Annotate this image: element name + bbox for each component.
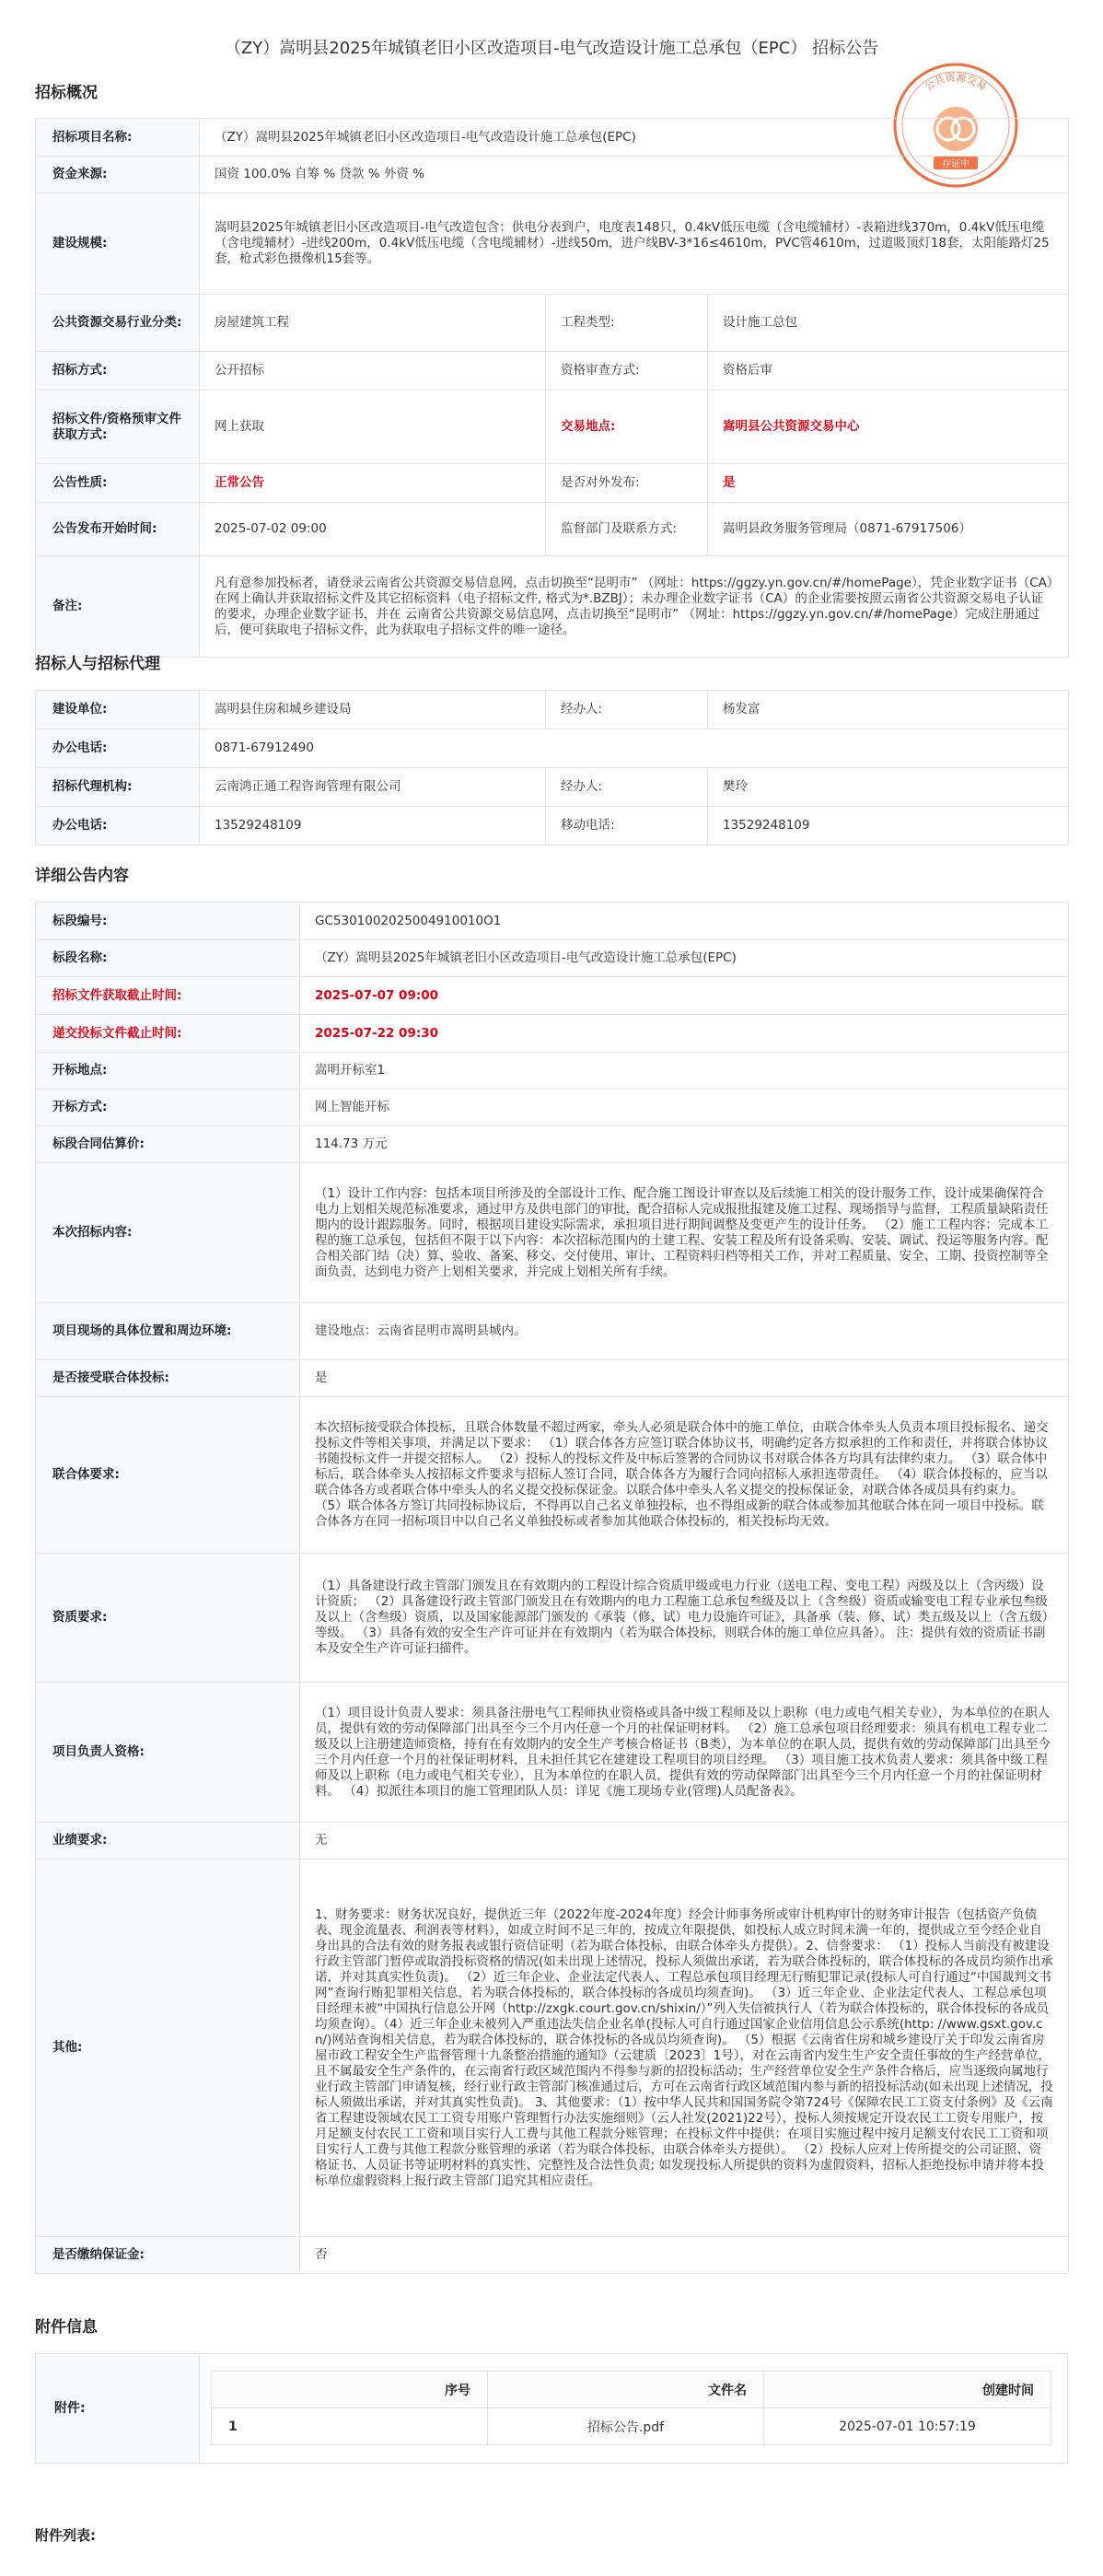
attachments-box bbox=[35, 2353, 1068, 2464]
agent-label: 招标代理机构: bbox=[36, 768, 200, 807]
open-method-value: 网上智能开标 bbox=[300, 1090, 1069, 1126]
consortium-value: 是 bbox=[300, 1360, 1069, 1397]
scope-label: 本次招标内容: bbox=[36, 1163, 300, 1303]
publish-time-value: 2025-07-02 09:00 bbox=[200, 503, 546, 556]
section-heading-overview: 招标概况 bbox=[35, 84, 98, 102]
attach-header-name: 文件名 bbox=[488, 2372, 764, 2408]
fund-label: 资金来源: bbox=[36, 157, 200, 193]
owner-contact-value: 杨发富 bbox=[708, 691, 1069, 729]
supervisor-value: 嵩明县政务服务管理局（0871-67917506） bbox=[708, 503, 1069, 556]
open-place-label: 开标地点: bbox=[36, 1053, 300, 1090]
fund-value: 国资 100.0% 自筹 % 贷款 % 外资 % bbox=[200, 157, 1069, 193]
svg-text:公共资源交易 bbox=[923, 71, 989, 94]
nature-label: 公告性质: bbox=[36, 464, 200, 503]
remark-value: 凡有意参加投标者，请登录云南省公共资源交易信息网，点击切换至“昆明市” （网址：https://ggzy.yn.gov.cn/#/homePage），凭企业数字证书（CA）在网上确认并获取招标文件及其它招标资料（电子招标文件, 格式为*.BZBJ）；未办理企业数字证书（CA）的企业需要按照云南省公共资源交易电子认证的要求，办理企业数字证书，并在 云南省公共资源交易信息网，点击切换至“昆明市” （网址：https://ggzy.yn.gov.cn/#/homePage）完成注册通过后，便可获取电子招标文件，此为获取电子招标文件的唯一途径。 bbox=[200, 556, 1069, 658]
scale-label: 建设规模: bbox=[36, 193, 200, 295]
external-label: 是否对外发布: bbox=[546, 464, 708, 503]
leader-value: （1）项目设计负责人要求：须具备注册电气工程师执业资格或具备中级工程师及以上职称（电力或电气相关专业），为本单位的在职人员，提供有效的劳动保障部门出具至今三个月内任意一个月的社保证明材料。 （2）施工总承包项目经理要求：须具有机电工程专业二级及以上注册建造师资格，持有在有效期内的安全生产考核合格证书（B类），为本单位的在职人员，提供有效的劳动保障部门出具至今三个月内任意一个月的社保证明材料，且未担任其它在建建设工程项目的项目经理。 （3）项目施工技术负责人要求：须具备中级工程师及以上职称（电力或电气相关专业），且为本单位的在职人员，提供有效的劳动保障部门出具至今三个月内任意一个月的社保证明材料。 （4）拟派往本项目的施工管理团队人员：详见《施工现场专业(管理)人员配备表》。 bbox=[300, 1683, 1069, 1823]
method-label: 招标方式: bbox=[36, 352, 200, 390]
owner-value: 嵩明县住房和城乡建设局 bbox=[200, 691, 546, 729]
publish-time-label: 公告发布开始时间: bbox=[36, 503, 200, 556]
bid-deadline-value: 2025-07-22 09:30 bbox=[300, 1015, 1069, 1053]
nature-value: 正常公告 bbox=[200, 464, 546, 503]
bid-deadline-label: 递交投标文件截止时间: bbox=[36, 1015, 300, 1053]
doc-get-label: 招标文件/资格预审文件获取方式: bbox=[36, 390, 200, 464]
performance-value: 无 bbox=[300, 1823, 1069, 1859]
seal-sub-text: 存证中 bbox=[942, 159, 969, 169]
performance-label: 业绩要求: bbox=[36, 1823, 300, 1859]
category-label: 公共资源交易行业分类: bbox=[36, 295, 200, 352]
doc-deadline-value: 2025-07-07 09:00 bbox=[300, 977, 1069, 1015]
open-method-label: 开标方式: bbox=[36, 1090, 300, 1126]
lot-name-label: 标段名称: bbox=[36, 940, 300, 977]
attachments-table bbox=[211, 2371, 1051, 2445]
section-heading-parties: 招标人与招标代理 bbox=[35, 655, 160, 673]
attach-header-no: 序号 bbox=[212, 2372, 488, 2408]
owner-phone-label: 办公电话: bbox=[36, 729, 200, 768]
owner-phone-value: 0871-67912490 bbox=[200, 729, 1069, 768]
attach-file-no: 1 bbox=[212, 2408, 488, 2445]
deposit-value: 否 bbox=[300, 2237, 1069, 2274]
category-value: 房屋建筑工程 bbox=[200, 295, 546, 352]
section-heading-detail: 详细公告内容 bbox=[35, 867, 129, 885]
qual-value: （1）具备建设行政主管部门颁发且在有效期内的工程设计综合资质甲级或电力行业（送电工程、变电工程）丙级及以上（含丙级）设计资质； （2）具备建设行政主管部门颁发且在有效期内的电力工程施工总承包叁级及以上（含叁级）资质或输变电工程专业承包叁级及以上（含叁级）资质，以及国家能源部门颁发的《承装（修、试）电力设施许可证》，具备承（装、修、试）类五级及以上（含五级）等级。 （3）具备有效的安全生产许可证并在有效期内（若为联合体投标，则联合体的施工单位应具备）。 注：提供有效的资质证书副本及安全生产许可证扫描件。 bbox=[300, 1554, 1069, 1683]
supervisor-label: 监督部门及联系方式: bbox=[546, 503, 708, 556]
attach-file-link[interactable]: 招标公告.pdf bbox=[488, 2408, 764, 2445]
agent-phone-label: 办公电话: bbox=[36, 807, 200, 845]
qualification-value: 资格后审 bbox=[708, 352, 1069, 390]
venue-value: 嵩明县公共资源交易中心 bbox=[708, 390, 1069, 464]
consortium-req-label: 联合体要求: bbox=[36, 1397, 300, 1554]
agent-contact-label: 经办人: bbox=[546, 768, 708, 807]
detail-table bbox=[35, 902, 1069, 2274]
project-name-value: （ZY）嵩明县2025年城镇老旧小区改造项目-电气改造设计施工总承包(EPC) bbox=[200, 119, 1069, 157]
qualification-label: 资格审查方式: bbox=[546, 352, 708, 390]
seal-text: 公共资源交易 bbox=[922, 71, 990, 94]
location-value: 建设地点：云南省昆明市嵩明县城内。 bbox=[300, 1303, 1069, 1360]
code-value: GC5301002025004910010O1 bbox=[300, 903, 1069, 940]
method-value: 公开招标 bbox=[200, 352, 546, 390]
project-type-value: 设计施工总包 bbox=[708, 295, 1069, 352]
doc-deadline-label: 招标文件获取截止时间: bbox=[36, 977, 300, 1015]
external-value: 是 bbox=[708, 464, 1069, 503]
scope-value: （1）设计工作内容：包括本项目所涉及的全部设计工作、配合施工图设计审查以及后续施工相关的设计服务工作，设计成果确保符合电力上划相关规范标准要求，通过甲方及供电部门的审批，配合招标人完成报批报建及施工过程、现场指导与监督，工程质量缺陷责任期内的设计跟踪服务。同时，根据项目建设实际需求，承担项目进行期间调整及变更产生的设计任务。 （2）施工工程内容：完成本工程的施工总承包，包括但不限于以下内容：本次招标范围内的土建工程、安装工程及所有设备采购、安装、调试、投运等服务内容。配合相关部门结（决）算、验收、备案、移交、交付使用、审计、工程资料归档等相关工作，并对工程质量、安全、工期、投资控制等全面负责，达到电力资产上划相关要求，并完成上划相关所有手续。 bbox=[300, 1163, 1069, 1303]
qual-label: 资质要求: bbox=[36, 1554, 300, 1683]
agent-mobile-value: 13529248109 bbox=[708, 807, 1069, 845]
project-name-label: 招标项目名称: bbox=[36, 119, 200, 157]
overview-table bbox=[35, 118, 1069, 658]
agent-value: 云南鸿正通工程咨询管理有限公司 bbox=[200, 768, 546, 807]
owner-contact-label: 经办人: bbox=[546, 691, 708, 729]
table-row[interactable] bbox=[212, 2408, 1051, 2445]
doc-get-value: 网上获取 bbox=[200, 390, 546, 464]
project-type-label: 工程类型: bbox=[546, 295, 708, 352]
attachment-list-label: 附件列表: bbox=[35, 2527, 96, 2544]
other-value: 1、财务要求：财务状况良好，提供近三年（2022年度-2024年度）经会计师事务所或审计机构审计的财务审计报告（包括资产负债表、现金流量表、利润表等材料），如成立时间不足三年的，按成立年限提供，如投标人成立时间未满一年的，提供成立至今经企业自身出具的合法有效的财务报表或银行资信证明（若为联合体投标，由联合体牵头方提供）。2、信誉要求： （1）投标人当前没有被建设行政主管部门暂停或取消投标资格的情况(如未出现上述情况，投标人须做出承诺，若为联合体投标的，联合体投标的各成员均须作出承诺，并对其真实性负责)。 （2）近三年企业、企业法定代表人、工程总承包项目经理无行贿犯罪记录(投标人可自行通过“中国裁判文书网”查询行贿犯罪相关信息，若为联合体投标的，联合体投标的各成员均须查询)。 （3）近三年企业、企业法定代表人、工程总承包项目经理未被“中国执行信息公开网（http://zxgk.court.gov.cn/shixin/）”列入失信被执行人（若为联合体投标的，联合体投标的各成员均须查询）。（4）近三年企业未被列入严重违法失信企业名单(投标人可自行通过国家企业信用信息公示系统(http: //www.gsxt.gov.cn/)网站查询相关信息，若为联合体投标的，联合体投标的各成员均须查询)。 （5）根据《云南省住房和城乡建设厅关于印发云南省房屋市政工程安全生产监督管理十九条整治措施的通知》（云建质〔2023〕1号），对在云南省内发生生产安全责任事故的生产经营单位，且不属最安全生产条件的，在云南省行政区域范围内不得参与新的招投标活动；生产经营单位安全生产条件合格后，应当逐级向属地行业行政主管部门申请复核，经行业行政主管部门核准通过后，方可在云南省行政区域范围内参与新的招投标活动(如未出现上述情况，投标人须做出承诺，并对其真实性负责)。 3、其他要求：（1）按中华人民共和国国务院令第724号《保障农民工工资支付条例》及《云南省工程建设领域农民工工资专用账户管理暂行办法实施细则》（云人社发(2021)22号），投标人须按规定开设农民工工资专用账户，按月足额支付农民工工资和项目实行人工费与其他工程款分账管理；在投标文件中提供：在项目实施过程中按月足额支付农民工工资和项目实行人工费与其他工程款分账管理的承诺（若为联合体投标，由联合体牵头方提供）。 （2）投标人应对上传所提交的公司证照、资格证书、人员证书等证明材料的真实性、完整性及合法性负责; 如发现投标人所提供的资料为虚假资料，招标人拒绝投标申请并将本投标单位虚假资料上报行政主管部门追究其相应责任。 bbox=[300, 1859, 1069, 2237]
code-label: 标段编号: bbox=[36, 903, 300, 940]
other-label: 其他: bbox=[36, 1859, 300, 2237]
attach-file-created: 2025-07-01 10:57:19 bbox=[764, 2408, 1051, 2445]
leader-label: 项目负责人资格: bbox=[36, 1683, 300, 1823]
attachments-label: 附件: bbox=[36, 2354, 200, 2463]
consortium-label: 是否接受联合体投标: bbox=[36, 1360, 300, 1397]
deposit-label: 是否缴纳保证金: bbox=[36, 2237, 300, 2274]
price-label: 标段合同估算价: bbox=[36, 1126, 300, 1163]
consortium-req-value: 本次招标接受联合体投标，且联合体数量不超过两家，牵头人必须是联合体中的施工单位，由联合体牵头人负责本项目投标报名、递交投标文件等相关事项，并满足以下要求： （1）联合体各方应签订联合体协议书，明确约定各方拟承担的工作和责任，并将联合体协议书随投标文件一并提交招标人。 （2）投标人的投标文件及中标后签署的合同协议书对联合体各方均具有法律约束力。 （3）联合体中标后，联合体牵头人按招标文件要求与招标人签订合同，联合体各方为履行合同向招标人承担连带责任。 （4）联合体投标的，应当以联合体各方或者联合体中牵头人的名义提交投标保证金。以联合体中牵头人名义提交的投标保证金，对联合体各成员具有约束力。 （5）联合体各方签订共同投标协议后，不得再以自己名义单独投标，也不得组成新的联合体或参加其他联合体在同一项目中投标。联合体各方在同一招标项目中以自己名义单独投标或者参加其他联合体投标的，相关投标均无效。 bbox=[300, 1397, 1069, 1554]
remark-label: 备注: bbox=[36, 556, 200, 658]
owner-label: 建设单位: bbox=[36, 691, 200, 729]
venue-label: 交易地点: bbox=[546, 390, 708, 464]
parties-table bbox=[35, 690, 1069, 845]
scale-value: 嵩明县2025年城镇老旧小区改造项目-电气改造包含：供电分表到户，电度表148只，0.4kV低压电缆（含电缆辅材）-表箱进线370m，0.4kV低压电缆（含电缆辅材）-进线200m，0.4kV低压电缆（含电缆辅材）-进线50m，进户线BV-3*16≤4610m，PVC管4610m，过道吸顶灯18套，太阳能路灯25套，枪式彩色摄像机15套等。 bbox=[200, 193, 1069, 295]
section-heading-attachments: 附件信息 bbox=[35, 2318, 98, 2337]
agent-phone-value: 13529248109 bbox=[200, 807, 546, 845]
attach-header-created: 创建时间 bbox=[764, 2372, 1051, 2408]
lot-name-value: （ZY）嵩明县2025年城镇老旧小区改造项目-电气改造设计施工总承包(EPC) bbox=[300, 940, 1069, 977]
open-place-value: 嵩明开标室1 bbox=[300, 1053, 1069, 1090]
agent-contact-value: 樊玲 bbox=[708, 768, 1069, 807]
location-label: 项目现场的具体位置和周边环境: bbox=[36, 1303, 300, 1360]
agent-mobile-label: 移动电话: bbox=[546, 807, 708, 845]
page-title: （ZY）嵩明县2025年城镇老旧小区改造项目-电气改造设计施工总承包（EPC） 招标公告 bbox=[224, 39, 879, 58]
price-value: 114.73 万元 bbox=[300, 1126, 1069, 1163]
